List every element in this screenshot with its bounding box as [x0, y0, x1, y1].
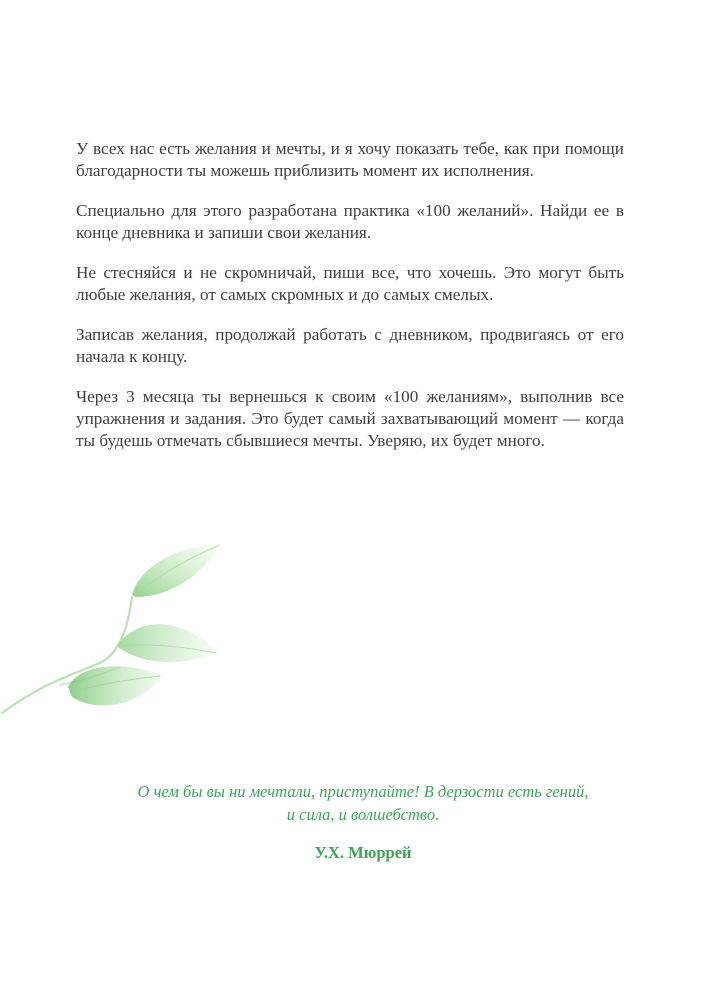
paragraph-2: Специально для этого разработана практика «100 желаний». Найди ее в конце дневника и запиши свои желания.: [76, 201, 624, 242]
leaf-branch-icon: [0, 535, 260, 725]
quote-text: [80, 780, 646, 826]
paragraph-1: У всех нас есть желания и мечты, и я хочу показать тебе, как при помощи благодарности ты можешь приблизить момент их исполнения.: [76, 139, 624, 180]
paragraph-5: Через 3 месяца ты вернешься к своим «100 желаниям», выполнив все упражнения и задания. Это будет самый захватывающий момент — когда ты будешь отмечать сбывшиеся мечты. Уверяю, их будет много.: [76, 387, 624, 450]
epigraph: [80, 780, 646, 864]
quote-line-1: О чем бы вы ни мечтали, приступайте! В дерзости есть гений,: [137, 782, 589, 801]
paragraph-3: Не стесняйся и не скромничай, пиши все, что хочешь. Это могут быть любые желания, от самых скромных и до самых смелых.: [76, 263, 624, 304]
paragraph-4: Записав желания, продолжай работать с дневником, продвигаясь от его начала к концу.: [76, 325, 624, 366]
body-text: [76, 138, 624, 470]
quote-author: У.Х. Мюррей: [314, 843, 412, 862]
quote-line-2: и сила, и волшебство.: [286, 805, 440, 824]
